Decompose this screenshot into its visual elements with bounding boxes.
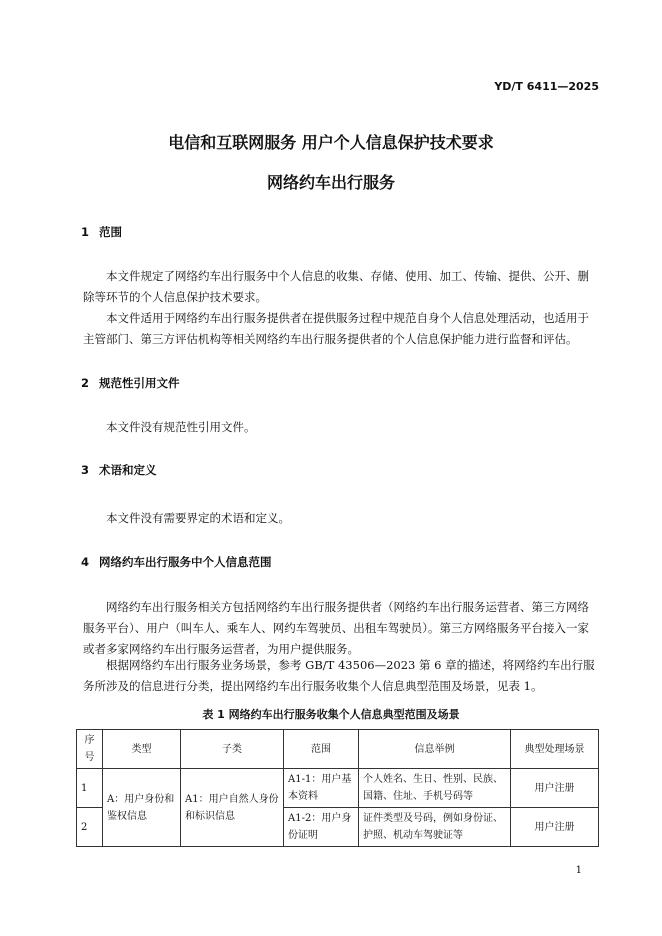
section-number: 4: [81, 555, 90, 569]
table-caption: 表 1 网络约车出行服务收集个人信息典型范围及场景: [202, 708, 460, 721]
cell-scene: 用户注册: [511, 808, 599, 847]
section-title: 范围: [99, 225, 122, 239]
section-heading-4: [81, 554, 272, 570]
column-header: 信息举例: [359, 730, 511, 769]
info-scope-table: [76, 729, 599, 847]
cell-type: A：用户身份和鉴权信息: [103, 769, 181, 847]
section-title: 术语和定义: [99, 463, 157, 477]
section-number: 3: [81, 463, 90, 477]
column-header: 典型处理场景: [511, 730, 599, 769]
document-title: 电信和互联网服务 用户个人信息保护技术要求: [168, 133, 494, 152]
section-heading-2: [81, 375, 180, 391]
paragraph: 本文件没有需要界定的术语和定义。: [106, 511, 290, 525]
cell-range: A1-1：用户基本资料: [284, 769, 359, 808]
paragraph: 本文件适用于网络约车出行服务提供者在提供服务过程中规范自身个人信息处理活动，也适用于主管部门、第三方评估机构等相关网络约车出行服务提供者的个人信息保护能力进行监督和评估。: [83, 311, 589, 346]
column-header: 范围: [284, 730, 359, 769]
paragraph: 网络约车出行服务相关方包括网络约车出行服务提供者（网络约车出行服务运营者、第三方网络服务平台）、用户（叫车人、乘车人、网约车驾驶员、出租车驾驶员）。第三方网络服务平台接入一家或者多家网络约车出行服务运营者，为用户提供服务。: [83, 600, 589, 656]
cell-example: 证件类型及号码，例如身份证、护照、机动车驾驶证等: [359, 808, 511, 847]
section-number: 2: [81, 376, 90, 390]
paragraph: 根据网络约车出行服务业务场景，参考 GB/T 43506—2023 第 6 章的描述，将网络约车出行服务所涉及的信息进行分类，提出网络约车出行服务收集个人信息典型范围及场景，见表 1。: [83, 658, 595, 693]
column-header: 类型: [103, 730, 181, 769]
document-subtitle: 网络约车出行服务: [266, 173, 395, 192]
section-heading-3: [81, 462, 157, 478]
cell-scene: 用户注册: [511, 769, 599, 808]
column-header: 子类: [181, 730, 284, 769]
cell-range: A1-2：用户身份证明: [284, 808, 359, 847]
column-header: 序号: [77, 730, 103, 769]
table-header-row: [77, 730, 599, 769]
section-number: 1: [81, 225, 90, 239]
document-code: YD/T 6411—2025: [494, 80, 599, 93]
cell-subtype: A1：用户自然人身份和标识信息: [181, 769, 284, 847]
page-number: 1: [575, 865, 582, 876]
section-heading-1: [81, 224, 122, 240]
section-title: 规范性引用文件: [99, 376, 180, 390]
cell-seq: 2: [77, 808, 103, 847]
paragraph: 本文件没有规范性引用文件。: [106, 420, 256, 434]
section-title: 网络约车出行服务中个人信息范围: [99, 555, 272, 569]
paragraph: 本文件规定了网络约车出行服务中个人信息的收集、存储、使用、加工、传输、提供、公开、删除等环节的个人信息保护技术要求。: [83, 269, 589, 304]
table-row: [77, 769, 599, 808]
cell-seq: 1: [77, 769, 103, 808]
cell-example: 个人姓名、生日、性别、民族、国籍、住址、手机号码等: [359, 769, 511, 808]
